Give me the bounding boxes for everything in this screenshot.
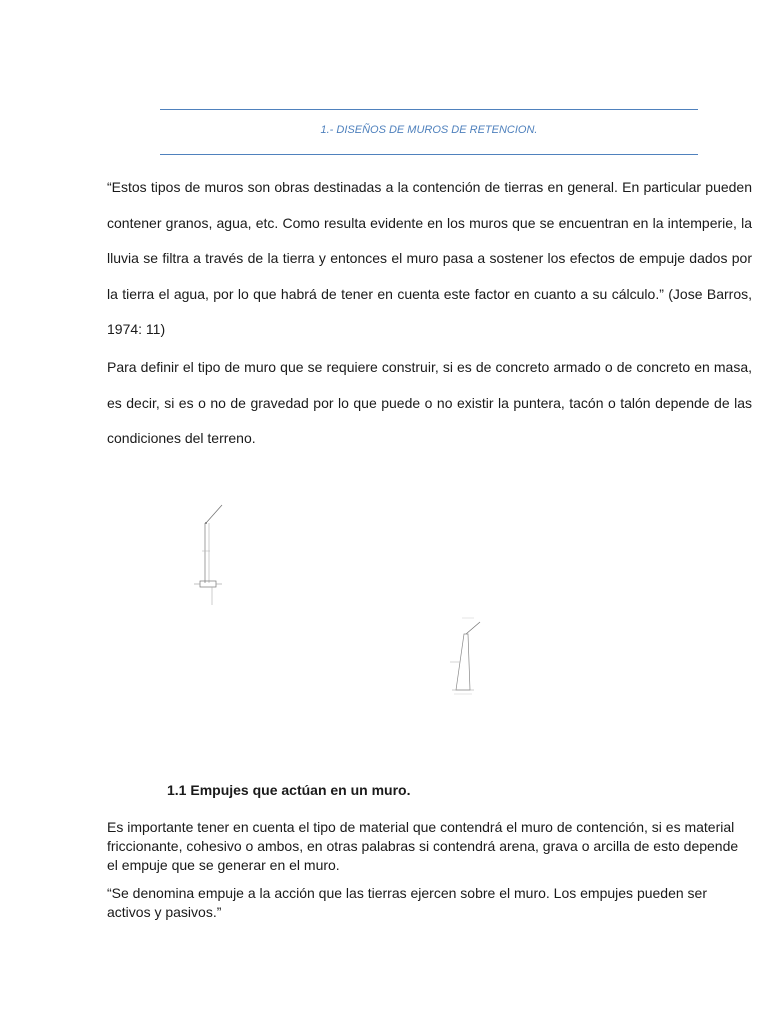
subsection-heading: 1.1 Empujes que actúan en un muro.	[167, 782, 411, 798]
paragraph-material: Es importante tener en cuenta el tipo de material que contendrá el muro de contención, si es material friccionante, cohesivo o ambos, en otras palabras si contendrá arena, grava o arcilla de esto depende el empuje que se generar en el muro.	[107, 819, 739, 873]
wall-diagram-1-slope	[206, 505, 222, 523]
wall-diagram-1	[188, 495, 236, 610]
heading-rule-top	[160, 109, 698, 110]
paragraph-wall-type: Para definir el tipo de muro que se requiere construir, si es de concreto armado o de concreto en masa, es decir, si es o no de gravedad por lo que puede o no existir la puntera, tacón o talón depende de las condiciones del terreno.	[107, 359, 752, 446]
heading-rule-bottom	[160, 154, 698, 155]
wall-diagram-2	[440, 610, 496, 705]
paragraph-empuje-definition: “Se denomina empuje a la acción que las tierras ejercen sobre el muro. Los empujes pueden ser activos y pasivos.”	[107, 885, 708, 920]
paragraph-quote-barros: “Estos tipos de muros son obras destinadas a la contención de tierras en general. En particular pueden contener granos, agua, etc. Como resulta evidente en los muros que se encuentran en la intemperie, la lluvia se filtra a través de la tierra y entonces el muro pasa a sostener los efectos de empuje dados por la tierra el agua, por lo que habrá de tener en cuenta este factor en cuanto a su cálculo.” (Jose Barros, 1974: 11)	[107, 179, 752, 337]
paragraph-4-block	[107, 884, 752, 922]
paragraph-1-block	[107, 170, 752, 348]
wall-diagram-1-footing	[200, 581, 216, 587]
wall-diagram-2-slope	[466, 622, 480, 634]
paragraph-3-block	[107, 818, 752, 875]
paragraph-2-block	[107, 350, 752, 457]
section-heading: 1.- DISEÑOS DE MUROS DE RETENCION.	[320, 124, 538, 136]
